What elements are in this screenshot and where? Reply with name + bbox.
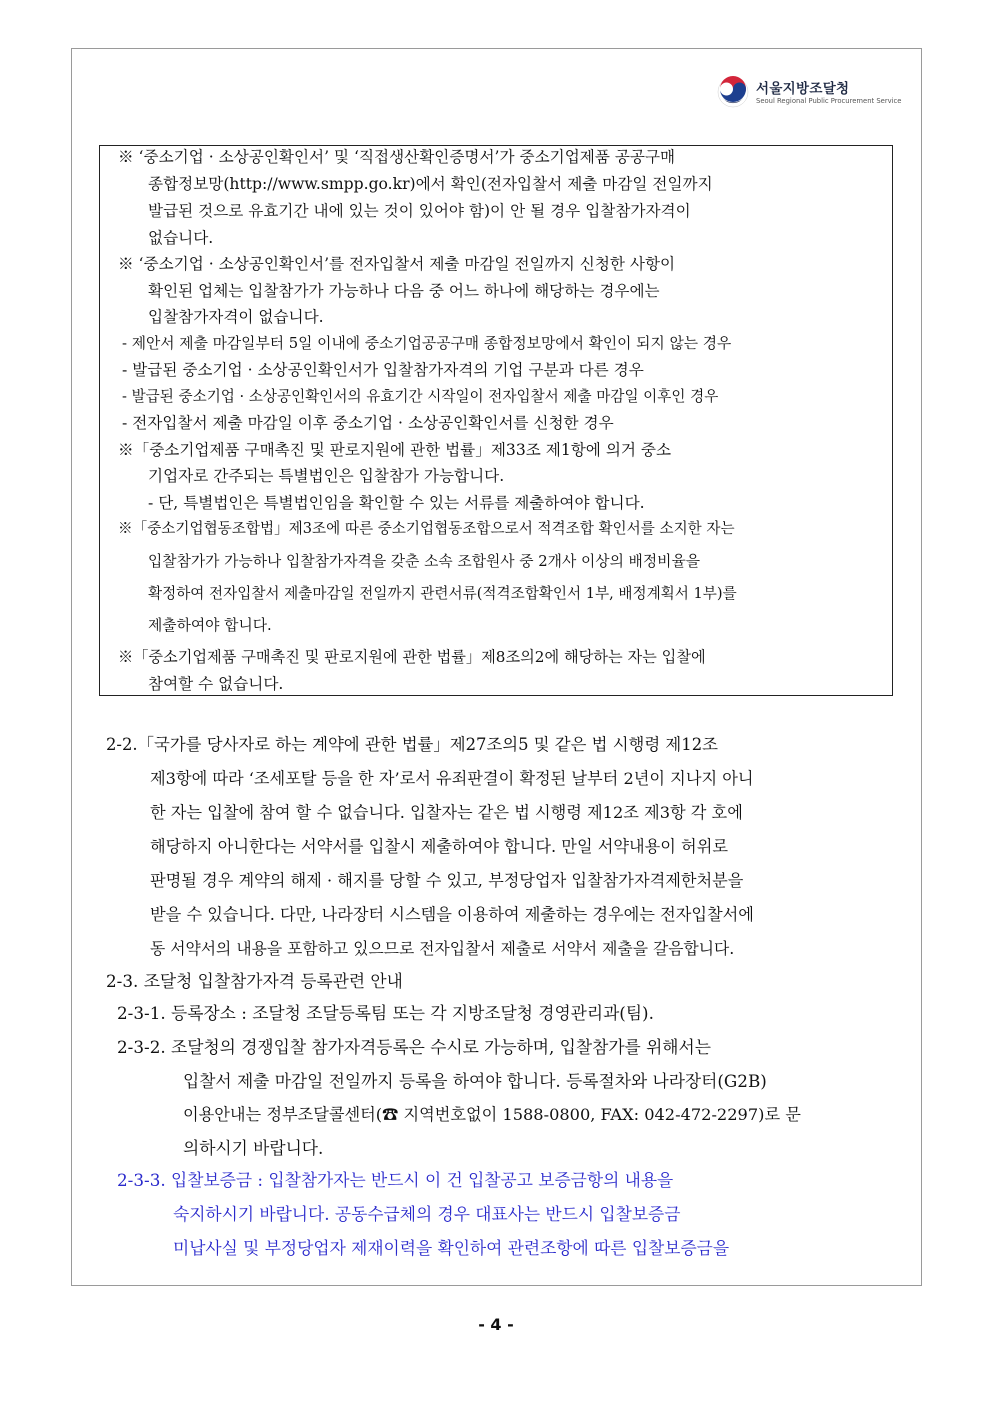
section-2-2-heading: 2-2.「국가를 당사자로 하는 계약에 관한 법률」제27조의5 및 같은 법 시행령 제12조 [106,735,718,754]
body-line: 동 서약서의 내용을 포함하고 있으므로 전자입찰서 제출로 서약서 제출을 갈음합니다. [150,939,735,958]
page-number: - 4 - [478,1315,514,1334]
box-line: 입찰참가가 가능하나 입찰참가자격을 갖춘 소속 조합원사 중 2개사 이상의 배정비율을 [148,553,701,570]
box-line: - 발급된 중소기업 · 소상공인확인서의 유효기간 시작일이 전자입찰서 제출 마감일 이후인 경우 [122,388,719,405]
body-line-highlight: 숙지하시기 바랍니다. 공동수급체의 경우 대표사는 반드시 입찰보증금 [173,1204,681,1224]
taeguk-emblem-icon [716,75,750,109]
box-line: 확인된 업체는 입찰참가가 가능하나 다음 중 어느 하나에 해당하는 경우에는 [148,282,660,300]
box-line: 발급된 것으로 유효기간 내에 있는 것이 있어야 함)이 안 될 경우 입찰참가자격이 [148,202,691,220]
body-line: 받을 수 있습니다. 다만, 나라장터 시스템을 이용하여 제출하는 경우에는 전자입찰서에 [150,905,754,924]
section-2-3-1: 2-3-1. 등록장소 : 조달청 조달등록팀 또는 각 지방조달청 경영관리과(팀). [117,1003,654,1023]
org-name-english: Seoul Regional Public Procurement Service [756,97,902,105]
body-line: 입찰서 제출 마감일 전일까지 등록을 하여야 합니다. 등록절차와 나라장터(G2B) [183,1071,767,1091]
box-line: 참여할 수 없습니다. [148,675,284,693]
section-2-3-heading: 2-3. 조달청 입찰참가자격 등록관련 안내 [106,971,403,991]
box-line: - 발급된 중소기업 · 소상공인확인서가 입찰참가자격의 기업 구분과 다른 경우 [122,361,644,379]
box-line: - 제안서 제출 마감일부터 5일 이내에 중소기업공공구매 종합정보망에서 확인이 되지 않는 경우 [122,335,732,352]
body-line: 해당하지 아니한다는 서약서를 입찰시 제출하여야 합니다. 만일 서약내용이 허위로 [150,837,728,856]
section-2-3-2: 2-3-2. 조달청의 경쟁입찰 참가자격등록은 수시로 가능하며, 입찰참가를 위해서는 [117,1037,711,1057]
box-line: 확정하여 전자입찰서 제출마감일 전일까지 관련서류(적격조합확인서 1부, 배정계획서 1부)를 [148,585,737,602]
box-line: - 단, 특별법인은 특별법인임을 확인할 수 있는 서류를 제출하여야 합니다. [148,494,645,512]
box-line: 없습니다. [148,229,214,247]
box-line: ※「중소기업제품 구매촉진 및 판로지원에 관한 법률」제8조의2에 해당하는 자는 입찰에 [118,648,706,666]
box-line: 입찰참가자격이 없습니다. [148,308,324,326]
org-logo [716,75,916,115]
box-line: 기업자로 간주되는 특별법인은 입찰참가 가능합니다. [148,467,505,485]
body-line: 판명될 경우 계약의 해제 · 해지를 당할 수 있고, 부정당업자 입찰참가자격제한처분을 [150,871,744,890]
body-line: 의하시기 바랍니다. [183,1138,324,1158]
box-line: - 전자입찰서 제출 마감일 이후 중소기업 · 소상공인확인서를 신청한 경우 [122,414,614,432]
box-line: ※ ‘중소기업 · 소상공인확인서’를 전자입찰서 제출 마감일 전일까지 신청한 사항이 [118,255,676,273]
org-name: 서울지방조달청 [756,81,850,97]
body-line-highlight: 미납사실 및 부정당업자 제재이력을 확인하여 관련조항에 따른 입찰보증금을 [173,1238,730,1258]
box-line: 제출하여야 합니다. [148,617,272,634]
section-2-3-3: 2-3-3. 입찰보증금 : 입찰참가자는 반드시 이 건 입찰공고 보증금항의 내용을 [117,1170,674,1190]
box-line: ※「중소기업제품 구매촉진 및 판로지원에 관한 법률」제33조 제1항에 의거 중소 [118,441,672,459]
body-line: 이용안내는 정부조달콜센터(☎ 지역번호없이 1588-0800, FAX: 042-472-2297)로 문 [183,1105,801,1124]
box-line: ※ ‘중소기업 · 소상공인확인서’ 및 ‘직접생산확인증명서’가 중소기업제품 공공구매 [118,148,676,166]
box-line: 종합정보망(http://www.smpp.go.kr)에서 확인(전자입찰서 제출 마감일 전일까지 [148,175,713,193]
body-line: 제3항에 따라 ‘조세포탈 등을 한 자’로서 유죄판결이 확정된 날부터 2년이 지나지 아니 [150,769,754,788]
box-line: ※「중소기업협동조합법」제3조에 따른 중소기업협동조합으로서 적격조합 확인서를 소지한 자는 [118,520,735,537]
body-line: 한 자는 입찰에 참여 할 수 없습니다. 입찰자는 같은 법 시행령 제12조 제3항 각 호에 [150,803,743,822]
